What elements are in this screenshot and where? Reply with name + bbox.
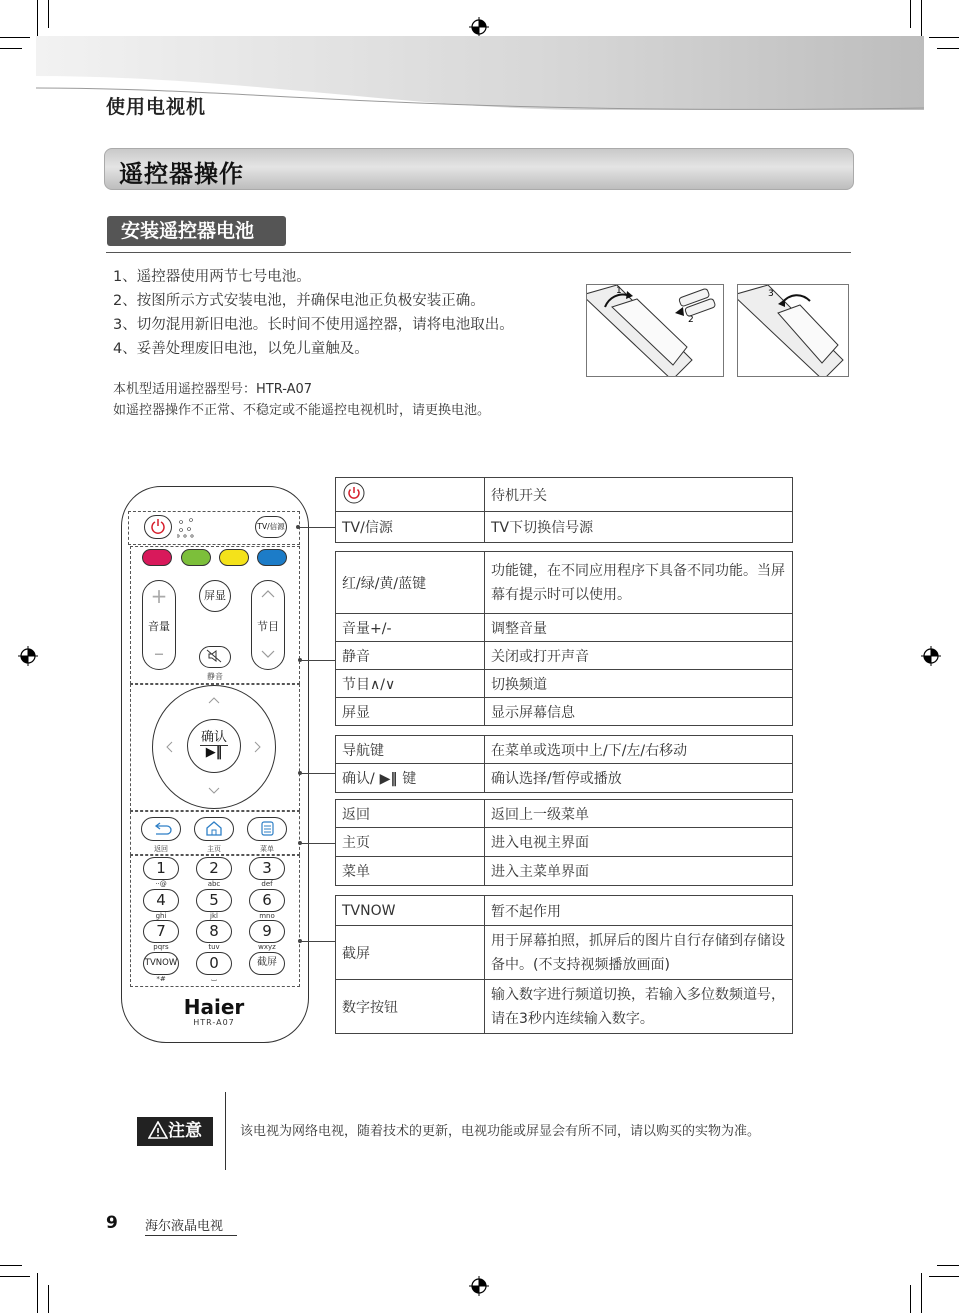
connector-dot [298,841,302,845]
connector-line [300,941,335,942]
menu-icon [249,818,285,838]
section-title: 使用电视机 [106,96,207,118]
key-letters: ⌴ [211,975,217,983]
footer-brand: 海尔液晶电视 [145,1219,224,1234]
page-number: 9 [106,1213,118,1233]
power-button[interactable] [144,515,172,539]
key-letters: ghi [155,912,167,920]
indicator-dots [177,518,199,538]
table-desc: 暂不起作用 [485,896,793,926]
key-1[interactable]: 1 [143,857,179,880]
nav-down-icon [208,787,220,795]
registration-mark-icon [469,1276,489,1296]
table-desc: 显示屏幕信息 [485,698,793,726]
table-key: 节目∧/∨ [336,670,485,698]
table-desc: 输入数字进行频道切换，若输入多位数频道号，请在3秒内连续输入数字。 [485,980,793,1034]
table-key: 音量+/- [336,614,485,642]
table-key: TV/信源 [336,512,485,543]
key-4[interactable]: 4 [143,889,179,912]
plus-icon: + [150,584,168,608]
key-9[interactable]: 9 [249,920,285,943]
back-button[interactable] [141,817,181,841]
key-letters: jkl [210,912,218,920]
nav-right-icon [254,741,262,753]
warning-label: 注意 [168,1121,202,1141]
table-desc: 关闭或打开声音 [485,642,793,670]
step-number: 1 [616,286,622,296]
divider [106,252,851,253]
chevron-down-icon [260,649,276,659]
function-table-numbers [335,895,793,1034]
connector-dot [298,939,302,943]
chevron-up-icon [260,589,276,599]
warning-icon [148,1121,168,1139]
connector-dot [296,525,300,529]
key-0[interactable]: 0 [196,952,232,975]
connector-line [298,527,335,528]
table-key: 导航键 [336,736,485,764]
model-note: 本机型适用遥控器型号：HTR-A07 [113,382,313,397]
table-key: TVNOW [336,896,485,926]
battery-install-illustration [586,284,724,377]
warning-badge [137,1117,213,1146]
tv-source-button[interactable]: TV/信源 [255,516,287,538]
screenshot-key[interactable]: 截屏 [249,952,285,975]
tvnow-key[interactable]: TVNOW [143,952,179,975]
home-label: 主页 [207,845,221,853]
nav-left-icon [165,741,173,753]
mute-label: 静音 [207,672,223,681]
table-desc: 进入电视主界面 [485,828,793,857]
back-label: 返回 [154,845,168,853]
subsection-title: 安装遥控器电池 [107,216,286,246]
menu-button[interactable] [247,817,287,841]
key-letters: def [261,880,273,888]
table-desc: 功能键，在不同应用程序下具备不同功能。当屏幕有提示时可以使用。 [485,552,793,614]
table-desc: TV下切换信号源 [485,512,793,543]
table-key: 菜单 [336,857,485,886]
table-desc: 确认选择/暂停或播放 [485,764,793,793]
table-key: 红/绿/黄/蓝键 [336,552,485,614]
step-number: 2 [688,315,694,325]
key-letters: abc [207,880,221,888]
function-table-menu [335,799,793,886]
table-key: 屏显 [336,698,485,726]
key-letters: wxyz [258,943,276,951]
confirm-button[interactable] [187,719,241,773]
key-letters: *# [156,975,166,983]
table-key-power [336,478,485,512]
table-key: 截屏 [336,926,485,980]
screen-display-button[interactable]: 屏显 [199,580,231,612]
key-8[interactable]: 8 [196,920,232,943]
green-key[interactable] [181,549,211,566]
key-letters: pqrs [153,943,169,951]
blue-key[interactable] [257,549,287,566]
back-icon [143,818,179,838]
key-letters: mno [259,912,275,920]
table-desc: 进入主菜单界面 [485,857,793,886]
warning-divider [225,1092,226,1170]
step-number: 3 [768,289,774,299]
instruction-item: 2、按图所示方式安装电池，并确保电池正负极安装正确。 [113,293,485,309]
nav-up-icon [208,696,220,704]
table-desc: 在菜单或选项中上/下/左/右移动 [485,736,793,764]
instruction-item: 4、妥善处理废旧电池，以免儿童触及。 [113,341,369,357]
table-key: 返回 [336,800,485,828]
key-5[interactable]: 5 [196,889,232,912]
yellow-key[interactable] [219,549,249,566]
model-label: HTR-A07 [193,1018,235,1027]
table-desc: 返回上一级菜单 [485,800,793,828]
connector-dot [298,658,302,662]
table-desc: 切换频道 [485,670,793,698]
footer-rule [145,1235,237,1236]
key-2[interactable]: 2 [196,857,232,880]
volume-label: 音量 [148,620,170,633]
key-letters: ··@ [155,880,167,888]
warning-text: 该电视为网络电视，随着技术的更新，电视功能或屏显会有所不同，请以购买的实物为准。 [240,1124,761,1139]
function-table-keys [335,551,793,726]
table-key-suffix: 键 [402,771,417,787]
key-letters: tuv [208,943,220,951]
table-key: 数字按钮 [336,980,485,1034]
registration-mark-icon [921,646,941,666]
registration-mark-icon [469,17,489,37]
instruction-item: 3、切勿混用新旧电池。长时间不使用遥控器，请将电池取出。 [113,317,514,333]
confirm-label: 确认 [200,730,227,745]
power-icon [342,481,366,505]
mute-button[interactable] [199,646,231,668]
connector-line [300,773,335,774]
key-7[interactable]: 7 [143,920,179,943]
registration-mark-icon [18,646,38,666]
function-table-navigation [335,735,793,793]
channel-label: 节目 [257,620,279,633]
brand-logo: Haier [183,995,245,1019]
home-icon [196,818,232,838]
battery-cover-illustration [737,284,849,377]
volume-rocker[interactable] [142,580,176,670]
connector-dot [298,771,302,775]
mute-icon [201,647,229,665]
menu-label: 菜单 [260,845,274,853]
table-desc: 用于屏幕拍照，抓屏后的图片自行存储到存储设备中。(不支持视频播放画面) [485,926,793,980]
table-key: 主页 [336,828,485,857]
play-pause-icon: ▶‖ [374,771,403,787]
key-6[interactable]: 6 [249,889,285,912]
power-icon [146,516,170,536]
table-desc: 调整音量 [485,614,793,642]
channel-rocker[interactable] [251,580,285,670]
table-desc: 待机开关 [485,478,793,512]
instruction-item: 1、遥控器使用两节七号电池。 [113,269,311,285]
table-key: 静音 [336,642,485,670]
key-3[interactable]: 3 [249,857,285,880]
minus-icon: – [154,641,164,665]
page-title-banner [104,148,854,190]
connector-line [300,843,335,844]
battery-note: 如遥控器操作不正常、不稳定或不能遥控电视机时，请更换电池。 [113,403,491,418]
page-title: 遥控器操作 [119,160,244,188]
red-key[interactable] [142,549,172,566]
function-table-power [335,477,793,543]
table-key-text: 确认/ [342,771,375,787]
connector-line [300,660,335,661]
home-button[interactable] [194,817,234,841]
play-pause-icon: ▶‖ [205,745,223,760]
table-key-confirm [336,764,485,793]
